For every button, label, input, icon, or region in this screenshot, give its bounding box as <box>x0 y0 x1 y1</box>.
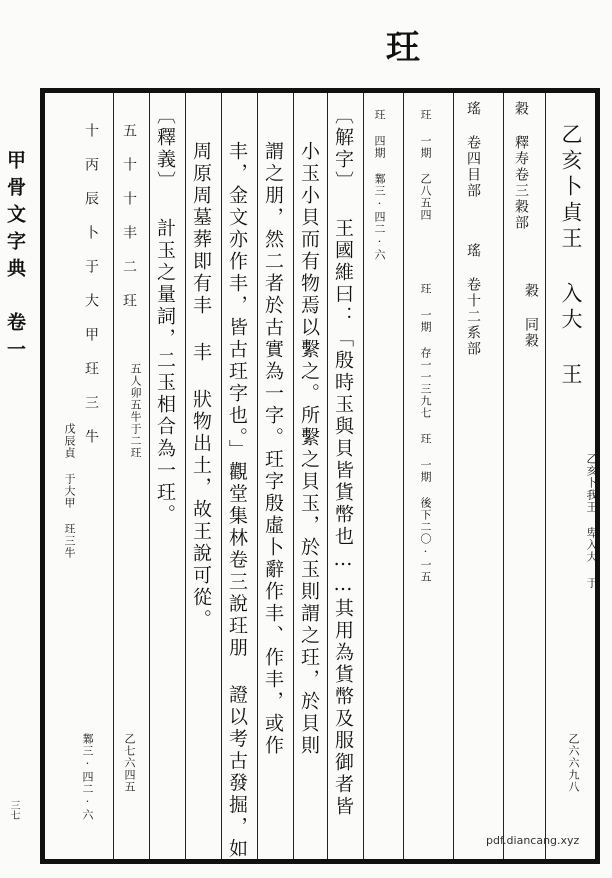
glyph-period-1-c: 玨 一期 後下二〇·一五 <box>419 433 432 583</box>
inscription-transcription: 乙亥卜我王 卑入大 于 <box>585 453 598 589</box>
explanation-line: 周原周墓葬即有丰 丰 狀物出土，故王說可從。 <box>190 141 212 631</box>
book-title-vertical: 甲骨文字典 卷一 <box>4 150 26 366</box>
column-rule <box>403 93 404 859</box>
example-inscription: 五 十 十 丰 二 玨 <box>121 123 137 309</box>
glyph-period-4: 玨 四期 鄴三·四二·六 <box>373 109 386 261</box>
column-rule <box>149 93 150 859</box>
column-rule <box>363 93 364 859</box>
example-transcription: 戊辰貞 于大甲 玨三牛 <box>63 423 76 559</box>
column-rule <box>327 93 328 859</box>
glyph-period-1-b: 玨 一期 存一一三九七 <box>419 283 432 419</box>
column-rule <box>503 93 504 859</box>
related-form-same: 穀 同穀 <box>523 283 539 349</box>
watermark: pdf.diancang.xyz <box>486 834 580 847</box>
example-transcription: 五人卯五牛于二玨 <box>129 363 142 459</box>
inscription-reference: 乙六六九八 <box>567 733 580 793</box>
example-inscription: 十 丙 辰 卜 于 大 甲 玨 三 牛 <box>83 123 99 445</box>
column-rule <box>545 93 546 859</box>
column-rule <box>293 93 294 859</box>
column-rule <box>221 93 222 859</box>
explanation-line: 〔解字〕 王國維曰：「殷時玉與貝皆貨幣也……其用為貨幣及服御者皆 <box>332 105 354 818</box>
related-form-eye: 瑤 卷四目部 <box>465 101 481 199</box>
column-rule <box>185 93 186 859</box>
definition-line: 〔釋義〕 計玉之量詞，二玉相合為一玨。 <box>154 105 176 526</box>
column-rule <box>453 93 454 859</box>
page-header-character: 玨 <box>386 28 416 68</box>
related-form: 穀 釋寿卷三穀部 <box>513 101 529 231</box>
column-rule <box>257 93 258 859</box>
page-number: 三七 <box>8 800 19 820</box>
column-rule <box>113 93 114 859</box>
dictionary-entry-frame <box>40 88 600 864</box>
example-reference: 乙七六四五 <box>123 733 136 793</box>
glyph-period-1-a: 玨 一期 乙八五四 <box>419 109 432 221</box>
explanation-line: 謂之朋，然二者於古實為一字。玨字殷虛卜辭作丰、作丰，或作 <box>262 141 284 757</box>
explanation-line: 小玉小貝而有物焉以繫之。所繫之貝玉，於玉則謂之玨，於貝則 <box>298 141 320 757</box>
example-reference: 鄴三·四二·六 <box>81 733 94 821</box>
explanation-line: 丰，金文亦作丰，皆古玨字也。」觀堂集林卷三說玨朋 證以考古發掘，如 <box>226 141 248 861</box>
related-form-silk: 瑤 卷十二系部 <box>465 243 481 357</box>
inscription-top: 乙亥卜貞王 入大 王 <box>559 123 583 389</box>
